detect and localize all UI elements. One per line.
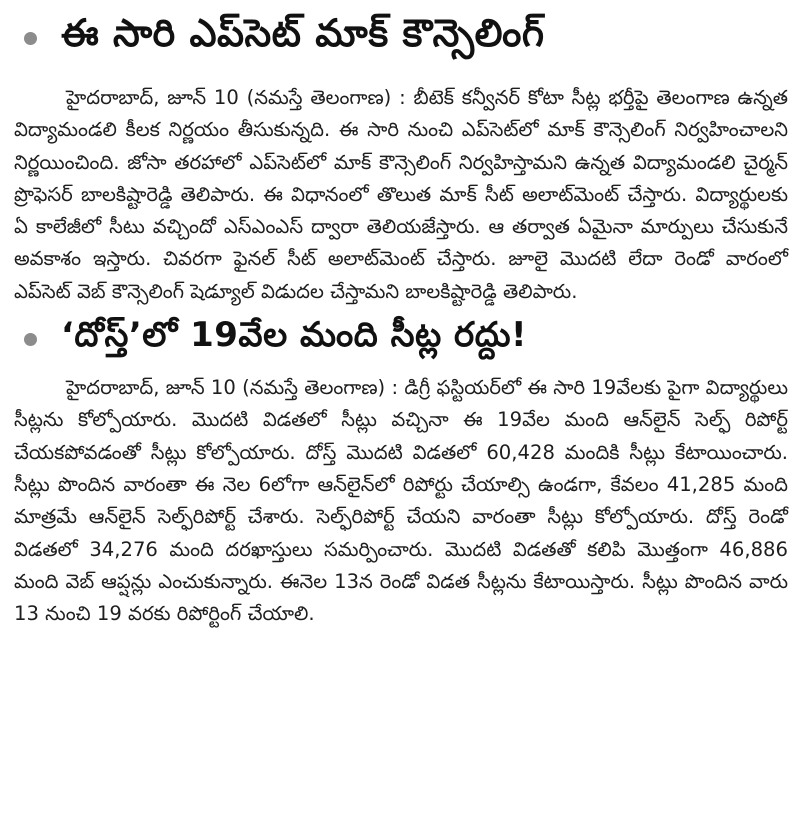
article-headline	[0, 0, 794, 76]
article-body	[0, 82, 794, 308]
headline-text: ‘దోస్త్’లో 19వేల మంది సీట్ల రద్దు!	[61, 315, 527, 356]
bullet-dot-icon	[24, 32, 37, 45]
article-paragraph: హైదరాబాద్, జూన్ 10 (నమస్తే తెలంగాణ) : డిగ్రీ ఫస్టియర్‌లో ఈ సారి 19వేలకు పైగా విద్యార్థులు సీట్లను కోల్పోయారు. మొదటి విడతలో సీట్లు వచ్చినా ఈ 19వేల మంది ఆన్‌లైన్ సెల్ఫ్ రిపోర్ట్ చేయకపోవడంతో సీట్లు కోల్పోయారు. దోస్త్ మొదటి విడతలో 60,428 మందికి సీట్లు కేటాయించారు. సీట్లు పొందిన వారంతా ఈ నెల 6లోగా ఆన్‌లైన్‌లో రిపోర్టు చేయాల్సి ఉండగా, కేవలం 41,285 మంది మాత్రమే ఆన్‌లైన్ సెల్ఫ్‌రిపోర్ట్ చేశారు. సెల్ఫ్‌రిపోర్ట్ చేయని వారంతా సీట్లు కోల్పోయారు. దోస్త్ రెండో విడతలో 34,276 మంది దరఖాస్తులు సమర్పించారు. మొదటి విడతతో కలిపి మొత్తంగా 46,886 మంది వెబ్ ఆప్షన్లు ఎంచుకున్నారు. ఈనెల 13న రెండో విడత సీట్లను కేటాయిస్తారు. సీట్లు పొందిన వారు 13 నుంచి 19 వరకు రిపోర్టింగ్ చేయాలి.	[14, 376, 788, 626]
bullet-dot-icon	[24, 333, 37, 346]
article-body	[0, 372, 794, 630]
headline-text: ఈ సారి ఎప్‌సెట్ మాక్ కౌన్సెలింగ్	[61, 11, 545, 55]
article-paragraph: హైదరాబాద్, జూన్ 10 (నమస్తే తెలంగాణ) : బీటెక్ కన్వీనర్ కోటా సీట్ల భర్తీపై తెలంగాణ ఉన్నత విద్యామండలి కీలక నిర్ణయం తీసుకున్నది. ఈ సారి నుంచి ఎప్‌సెట్‌లో మాక్ కౌన్సెలింగ్ నిర్వహించాలని నిర్ణయించింది. జోసా తరహాలో ఎప్‌సెట్‌లో మాక్ కౌన్సెలింగ్ నిర్వహిస్తామని ఉన్నత విద్యామండలి చైర్మన్ ప్రొఫెసర్ బాలకిష్టారెడ్డి తెలిపారు. ఈ విధానంలో తొలుత మాక్ సీట్ అలాట్‌మెంట్ చేస్తారు. విద్యార్థులకు ఏ కాలేజీలో సీటు వచ్చిందో ఎస్‌ఎంఎస్ ద్వారా తెలియజేస్తారు. ఆ తర్వాత ఏమైనా మార్పులు చేసుకునే అవకాశం ఇస్తారు. చివరగా ఫైనల్ సీట్ అలాట్‌మెంట్ చేస్తారు. జూలై మొదటి లేదా రెండో వారంలో ఎప్‌సెట్ వెబ్ కౌన్సెలింగ్ షెడ్యూల్ విడుదల చేస్తామని బాలకిష్టారెడ్డి తెలిపారు.	[14, 86, 788, 303]
article-dost-seats-cancelled	[0, 308, 794, 630]
article-headline	[0, 308, 794, 370]
article-epcet-mock-counselling	[0, 0, 794, 308]
